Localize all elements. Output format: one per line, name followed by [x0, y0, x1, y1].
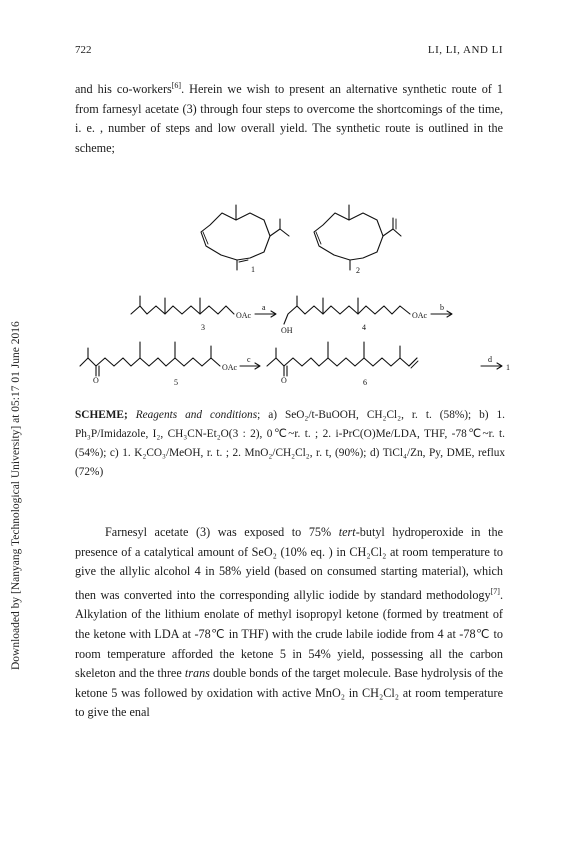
citation-7: [7] [490, 586, 500, 596]
arrow-label-c: c [247, 355, 251, 364]
body-text-4: double bonds of the target molecule. Base hydrolysis of the ketone 5 was followed by oxidation with active MnO₂ in CH₂Cl₂ at room temperature to give the enal [75, 666, 503, 720]
body-text-3: . Alkylation of the lithium enolate of methyl isopropyl ketone (formed by treatment of the ketone with LDA at -78℃ in THF) with the crude labile iodide from 4 at -78℃ to room temperature afforded the ketone 5 in 54% yield, possessing all the carbon skeleton and the three [75, 587, 503, 681]
page-number: 722 [75, 44, 92, 56]
compound-label-3: 3 [201, 323, 205, 332]
reaction-scheme [0, 0, 581, 400]
final-product-label: 1 [506, 363, 510, 372]
trans-italic: trans [184, 666, 210, 681]
tert-italic: tert [338, 525, 356, 539]
compound-4-structure [284, 296, 410, 324]
condition-d: d) TiCl₄/Zn, Py, DME, reflux (72%) [75, 447, 506, 478]
substituent-4b: OAc [412, 311, 428, 320]
substituent-3: OAc [236, 311, 252, 320]
running-head: LI, LI, AND LI [427, 44, 503, 56]
compound-label-2: 2 [356, 266, 360, 275]
body-text-2: -butyl hydroperoxide in the presence of a catalytical amount of SeO₂ (10% eq. ) in CH₂Cl₂ at room temperature to give the allylic alcohol 4 in 58% yield (based on consumed starting material), which then was converted into the corresponding allylic iodide by standard methodology [75, 525, 503, 602]
arrow-label-b: b [440, 303, 444, 312]
compound-label-4: 4 [362, 323, 366, 332]
intro-text-2: . Herein we wish to present an alternative synthetic route of 1 from farnesyl acetate (3) through four steps to overcome the shortcomings of the time, i. e. , number of steps and low overall yield. The synthetic route is outlined in the scheme; [75, 82, 503, 155]
compound-2-structure [314, 205, 401, 270]
condition-b: b) 1. Ph₃P/Imidazole, I₂, CH₃CN-Et₂O(3 : 2), 0℃~r. t. ; 2. i-PrC(O)Me/LDA, THF, -78℃~r. t. (54%); [75, 409, 505, 459]
substituent-5b: OAc [222, 363, 238, 372]
reagents-label: Reagents and conditions [135, 409, 258, 421]
condition-a: a) SeO₂/t-BuOOH, CH₂Cl₂, r. t. (58%); [268, 409, 472, 421]
substituent-4: OH [281, 326, 293, 335]
citation-6: [6] [171, 81, 182, 90]
compound-label-5: 5 [174, 378, 178, 387]
substituent-6: O [281, 376, 287, 385]
compound-1-structure [201, 205, 289, 270]
body-text-1: Farnesyl acetate (3) was exposed to 75% [105, 525, 339, 539]
condition-c: c) 1. K₂CO₃/MeOH, r. t. ; 2. MnO₂/CH₂Cl₂, r. t, (90%); [109, 447, 367, 459]
substituent-5: O [93, 376, 99, 385]
compound-label-6: 6 [363, 378, 367, 387]
download-watermark: Downloaded by [Nanyang Technological University] at 05:17 01 June 2016 [10, 321, 22, 670]
body-paragraph [75, 523, 503, 723]
compound-label-1: 1 [251, 265, 255, 274]
arrow-label-a: a [262, 303, 266, 312]
compound-6-structure [267, 342, 418, 376]
compound-3-structure [131, 296, 234, 314]
scheme-label: SCHEME [75, 409, 124, 421]
scheme-caption: SCHEME; Reagents and conditions; a) SeO₂/t-BuOOH, CH₂Cl₂, r. t. (58%); b) 1. Ph₃P/Imidazole, I₂, CH₃CN-Et₂O(3 : 2), 0℃~r. t. ; 2. i-PrC(O)Me/LDA, THF, -78℃~r. t. (54%); c) 1. K₂CO₃/MeOH, r. t. ; 2. MnO₂/CH₂Cl₂, r. t, (90%); d) TiCl₄/Zn, Py, DME, reflux (72%) [75, 409, 506, 478]
intro-text-1: and his co-workers [75, 82, 172, 97]
compound-5-structure [80, 342, 220, 376]
arrow-label-d: d [488, 355, 492, 364]
